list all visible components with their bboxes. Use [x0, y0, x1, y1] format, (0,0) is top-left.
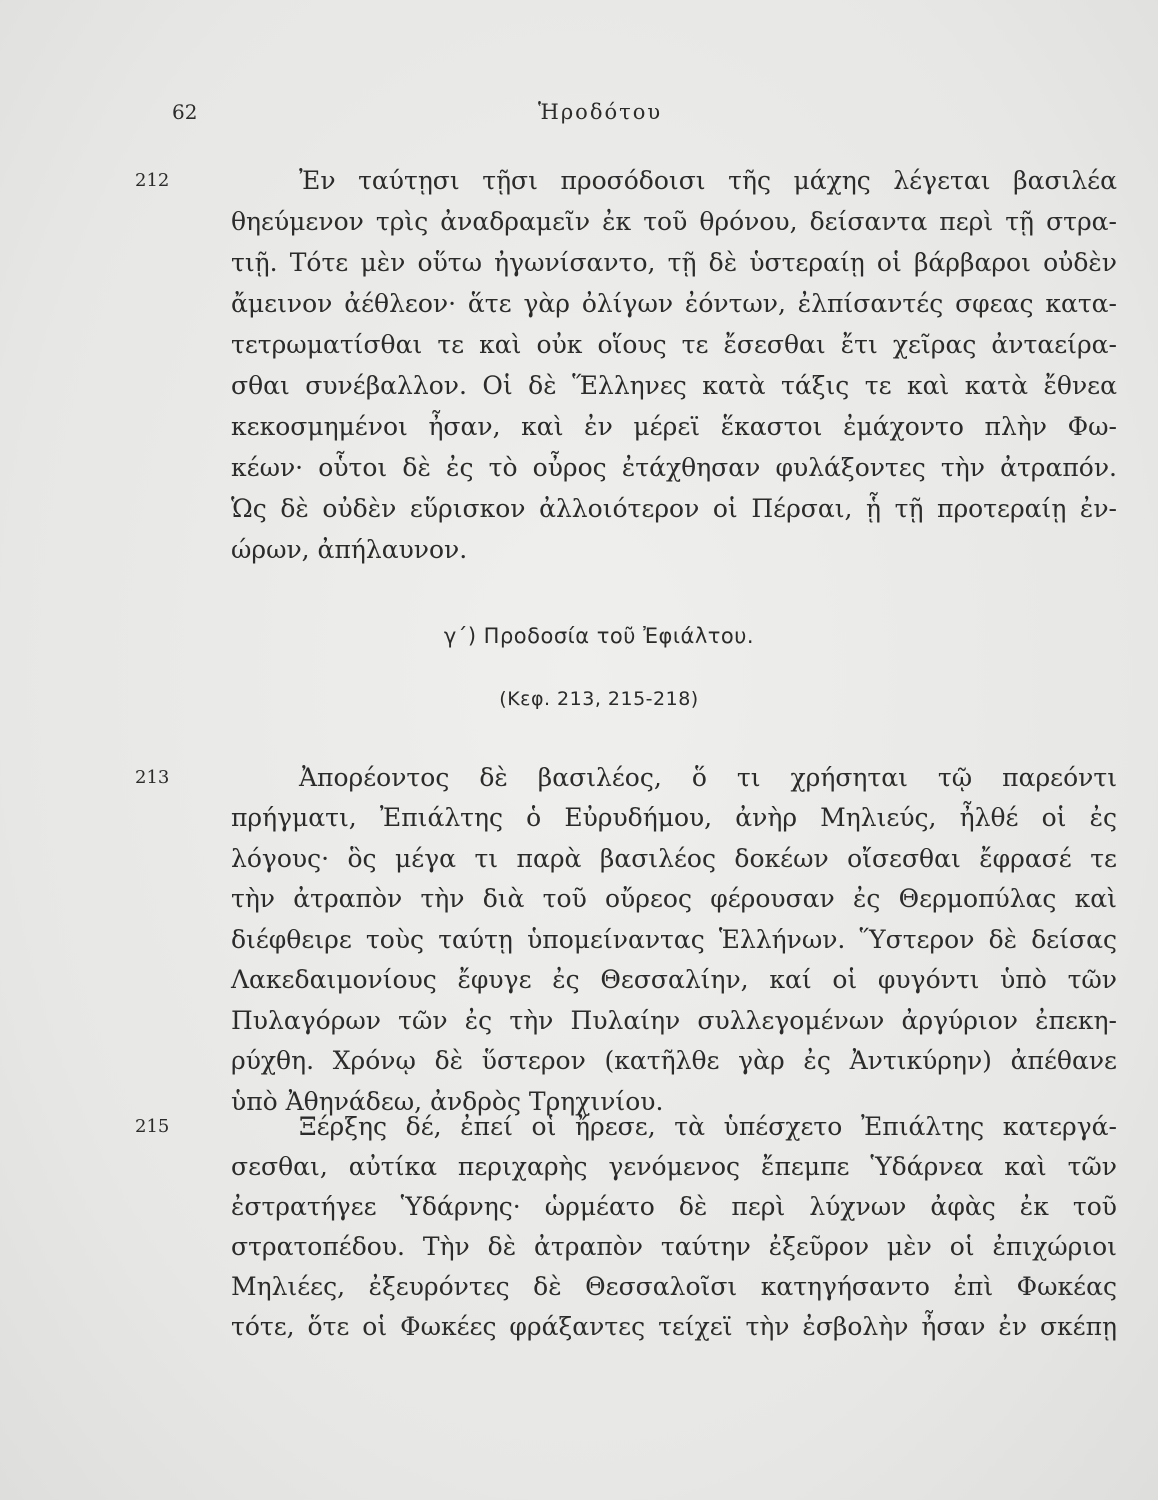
text-line: τὴν ἀτραπὸν τὴν διὰ τοῦ οὔρεος φέρουσαν ἐς Θερμοπύλας καὶ: [231, 884, 1117, 913]
text-line: Μηλιέες, ἐξευρόντες δὲ Θεσσαλοῖσι κατηγήσαντο ἐπὶ Φωκέας: [231, 1272, 1117, 1301]
text-line: λόγους· ὃς μέγα τι παρὰ βασιλέος δοκέων οἴσεσθαι ἔφρασέ τε: [231, 844, 1117, 873]
running-head: [0, 100, 1158, 130]
running-title: Ἡροδότου: [538, 100, 663, 124]
text-line: κέων· οὗτοι δὲ ἐς τὸ οὖρος ἐτάχθησαν φυλάξοντες τὴν ἀτραπόν.: [231, 453, 1117, 482]
text-line: κεκοσμημένοι ἦσαν, καὶ ἐν μέρεϊ ἕκαστοι ἐμάχοντο πλὴν Φω-: [231, 412, 1117, 441]
text-line: ὑπὸ Ἀθηνάδεω, ἀνδρὸς Τρηχινίου.: [231, 1087, 664, 1116]
text-line: στρατοπέδου. Τὴν δὲ ἀτραπὸν ταύτην ἐξεῦρον μὲν οἱ ἐπιχώριοι: [231, 1232, 1117, 1261]
text-line: ἐστρατήγεε Ὑδάρνης· ὡρμέατο δὲ περὶ λύχνων ἀφὰς ἐκ τοῦ: [231, 1192, 1117, 1221]
text-line: ἄμεινον ἀέθλεον· ἅτε γὰρ ὀλίγων ἐόντων, ἐλπίσαντές σφεας κατα-: [231, 289, 1117, 318]
section-heading: γ΄) Προδοσία τοῦ Ἐφιάλτου.: [443, 624, 755, 648]
text-line: Ἐν ταύτῃσι τῇσι προσόδοισι τῆς μάχης λέγεται βασιλέα: [299, 166, 1117, 195]
text-line: ρύχθη. Χρόνῳ δὲ ὕστερον (κατῆλθε γὰρ ἐς Ἀντικύρην) ἀπέθανε: [231, 1046, 1117, 1075]
section-reference: (Κεφ. 213, 215-218): [499, 688, 699, 710]
chapter-number: 212: [135, 170, 170, 191]
text-line: Ὡς δὲ οὐδὲν εὕρισκον ἀλλοιότερον οἱ Πέρσαι, ᾗ τῇ προτεραίῃ ἐν-: [231, 494, 1117, 523]
text-line: τετρωματίσθαι τε καὶ οὐκ οἵους τε ἔσεσθαι ἔτι χεῖρας ἀνταείρα-: [231, 330, 1117, 359]
text-line: πρήγματι, Ἐπιάλτης ὁ Εὐρυδήμου, ἀνὴρ Μηλιεύς, ἦλθέ οἱ ἐς: [231, 803, 1117, 832]
text-line: Ἀπορέοντος δὲ βασιλέος, ὅ τι χρήσηται τῷ παρεόντι: [299, 763, 1117, 792]
text-line: Ξέρξης δέ, ἐπεί οἱ ἤρεσε, τὰ ὑπέσχετο Ἐπιάλτης κατεργά-: [299, 1112, 1117, 1141]
text-line: διέφθειρε τοὺς ταύτῃ ὑπομείναντας Ἑλλήνων. Ὕστερον δὲ δείσας: [231, 925, 1117, 954]
text-line: σεσθαι, αὐτίκα περιχαρὴς γενόμενος ἔπεμπε Ὑδάρνεα καὶ τῶν: [231, 1152, 1117, 1181]
chapter-number: 215: [135, 1116, 170, 1137]
text-line: τιῇ. Τότε μὲν οὕτω ἠγωνίσαντο, τῇ δὲ ὑστεραίῃ οἱ βάρβαροι οὐδὲν: [231, 248, 1117, 277]
text-line: ώρων, ἀπήλαυνον.: [231, 535, 468, 564]
text-line: θηεύμενον τρὶς ἀναδραμεῖν ἐκ τοῦ θρόνου, δείσαντα περὶ τῇ στρα-: [231, 207, 1117, 236]
chapter-number: 213: [135, 767, 170, 788]
text-line: σθαι συνέβαλλον. Οἱ δὲ Ἕλληνες κατὰ τάξις τε καὶ κατὰ ἔθνεα: [231, 371, 1117, 400]
text-line: τότε, ὅτε οἱ Φωκέες φράξαντες τείχεϊ τὴν ἐσβολὴν ἦσαν ἐν σκέπῃ: [231, 1312, 1117, 1341]
text-line: Λακεδαιμονίους ἔφυγε ἐς Θεσσαλίην, καί οἱ φυγόντι ὑπὸ τῶν: [231, 965, 1117, 994]
page-number: 62: [172, 100, 198, 124]
text-line: Πυλαγόρων τῶν ἐς τὴν Πυλαίην συλλεγομένων ἀργύριον ἐπεκη-: [231, 1006, 1117, 1035]
